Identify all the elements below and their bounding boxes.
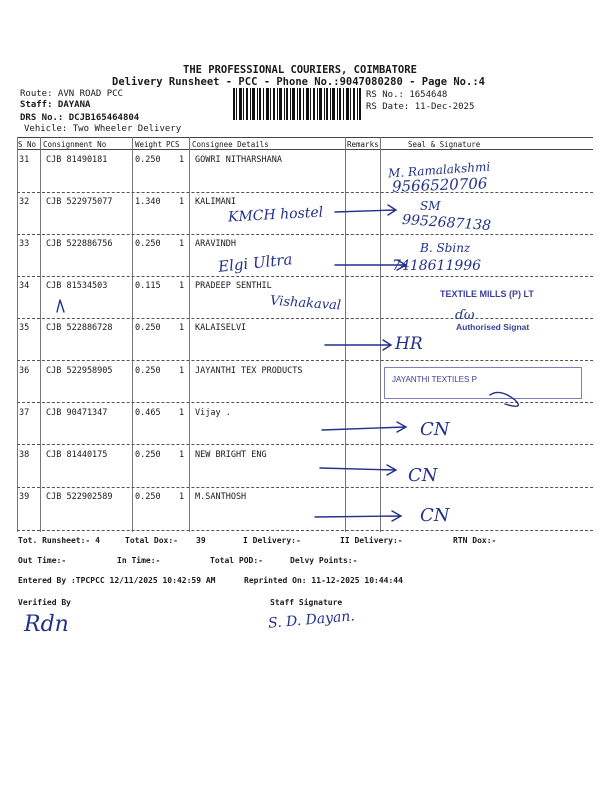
handwritten-receiver-name: M. Ramalakshmi — [387, 159, 491, 181]
cell-weight: 0.115 — [135, 281, 161, 291]
col-header-pcs: PCS — [166, 140, 180, 149]
out-time: Out Time:- — [18, 556, 67, 565]
cell-pcs: 1 — [179, 366, 185, 376]
handwritten-signature: SM — [420, 199, 441, 213]
cell-consignment: CJB 81440175 — [46, 450, 108, 460]
cell-consignment: CJB 81534503 — [46, 281, 108, 291]
rs-number: RS No.: 1654648 — [366, 90, 448, 100]
entered-by: Entered By :TPCPCC 12/11/2025 10:42:59 AM — [18, 576, 216, 585]
company-stamp: JAYANTHI TEXTILES P — [392, 375, 477, 384]
col-header-weight: Weight — [135, 140, 163, 149]
cell-sno: 35 — [19, 323, 30, 333]
handwritten-signature: CN — [420, 419, 450, 440]
cell-consignment: CJB 522886756 — [46, 239, 113, 249]
handwritten-signature: CN — [420, 505, 450, 526]
cell-sno: 33 — [19, 239, 30, 249]
cell-weight: 0.250 — [135, 323, 161, 333]
cell-pcs: 1 — [179, 408, 185, 418]
col-header-consignment: Consignment No — [43, 140, 107, 149]
cell-pcs: 1 — [179, 155, 185, 165]
reprinted-on: Reprinted On: 11-12-2025 10:44:44 — [244, 576, 403, 585]
cell-pcs: 1 — [179, 492, 185, 502]
cell-consignment: CJB 522886728 — [46, 323, 113, 333]
cell-consignment: CJB 522902589 — [46, 492, 113, 502]
verified-signature: Rdn — [24, 612, 69, 637]
handwritten-note: Elgi Ultra — [217, 250, 294, 276]
staff-signature-label: Staff Signature — [270, 598, 343, 607]
cell-consignee: NEW BRIGHT ENG — [195, 450, 267, 460]
tot-runsheet: Tot. Runsheet:- 4 — [18, 536, 100, 545]
handwritten-phone: 9952687138 — [401, 211, 492, 235]
cell-pcs: 1 — [179, 239, 185, 249]
vehicle-label: Vehicle: Two Wheeler Delivery — [24, 124, 182, 134]
cell-weight: 0.465 — [135, 408, 161, 418]
cell-sno: 36 — [19, 366, 30, 376]
cell-pcs: 1 — [179, 323, 185, 333]
cell-weight: 1.340 — [135, 197, 161, 207]
route-label: Route: AVN ROAD PCC — [20, 89, 123, 99]
company-stamp: TEXTILE MILLS (P) LT — [440, 289, 534, 299]
cell-consignee: Vijay . — [195, 408, 231, 418]
cell-consignment: CJB 81490181 — [46, 155, 108, 165]
cell-consignee: M.SANTHOSH — [195, 492, 247, 502]
handwritten-signature: HR — [395, 334, 423, 354]
cell-weight: 0.250 — [135, 239, 161, 249]
cell-consignment: CJB 522958905 — [46, 366, 113, 376]
cell-sno: 38 — [19, 450, 30, 460]
cell-consignee: GOWRI NITHARSHANA — [195, 155, 282, 165]
delvy-points: Delvy Points:- — [290, 556, 358, 565]
cell-pcs: 1 — [179, 281, 185, 291]
col-header-remarks: Remarks — [347, 140, 379, 149]
cell-consignee: PRADEEP SENTHIL — [195, 281, 272, 291]
cell-weight: 0.250 — [135, 492, 161, 502]
col-header-seal: Seal & Signature — [408, 140, 481, 149]
staff-label: Staff: DAYANA — [20, 100, 91, 110]
cell-consignee: JAYANTHI TEX PRODUCTS — [195, 366, 303, 376]
handwritten-phone: 9566520706 — [391, 174, 488, 196]
verified-by-label: Verified By — [18, 598, 71, 607]
cell-pcs: 1 — [179, 450, 185, 460]
i-delivery: I Delivery:- — [243, 536, 301, 545]
rs-date: RS Date: 11-Dec-2025 — [366, 102, 475, 112]
drs-number: DRS No.: DCJB165464804 — [20, 113, 140, 123]
col-header-sno: S No — [18, 140, 37, 149]
handwritten-signature: CN — [408, 465, 438, 486]
total-dox-label: Total Dox:- — [125, 536, 178, 545]
handwritten-note: Vishakaval — [269, 293, 342, 314]
cell-pcs: 1 — [179, 197, 185, 207]
cell-sno: 34 — [19, 281, 30, 291]
cell-sno: 31 — [19, 155, 30, 165]
cell-weight: 0.250 — [135, 450, 161, 460]
ii-delivery: II Delivery:- — [340, 536, 403, 545]
cell-sno: 39 — [19, 492, 30, 502]
cell-sno: 37 — [19, 408, 30, 418]
company-title: THE PROFESSIONAL COURIERS, COIMBATORE — [183, 64, 417, 76]
cell-weight: 0.250 — [135, 366, 161, 376]
handwritten-note: KMCH hostel — [227, 204, 324, 226]
cell-consignee: ARAVINDH — [195, 239, 236, 249]
in-time: In Time:- — [117, 556, 161, 565]
staff-signature: S. D. Dayan. — [267, 608, 356, 632]
cell-sno: 32 — [19, 197, 30, 207]
handwritten-signature: B. Sbinz — [420, 241, 471, 255]
total-dox-value: 39 — [196, 536, 206, 545]
runsheet-subtitle: Delivery Runsheet - PCC - Phone No.:9047080280 - Page No.:4 — [112, 76, 485, 88]
cell-consignee: KALIMANI — [195, 197, 236, 207]
cell-consignee: KALAISELVI — [195, 323, 247, 333]
total-pod: Total POD:- — [210, 556, 263, 565]
stamp-signature-scribble: ɗω — [455, 308, 475, 323]
handwritten-phone: 7418611996 — [392, 258, 482, 274]
stamp-authorised-signatory: Authorised Signat — [456, 322, 530, 332]
cell-weight: 0.250 — [135, 155, 161, 165]
cell-consignment: CJB 522975077 — [46, 197, 113, 207]
col-header-consignee: Consignee Details — [192, 140, 269, 149]
rtn-dox: RTN Dox:- — [453, 536, 497, 545]
cell-consignment: CJB 90471347 — [46, 408, 108, 418]
